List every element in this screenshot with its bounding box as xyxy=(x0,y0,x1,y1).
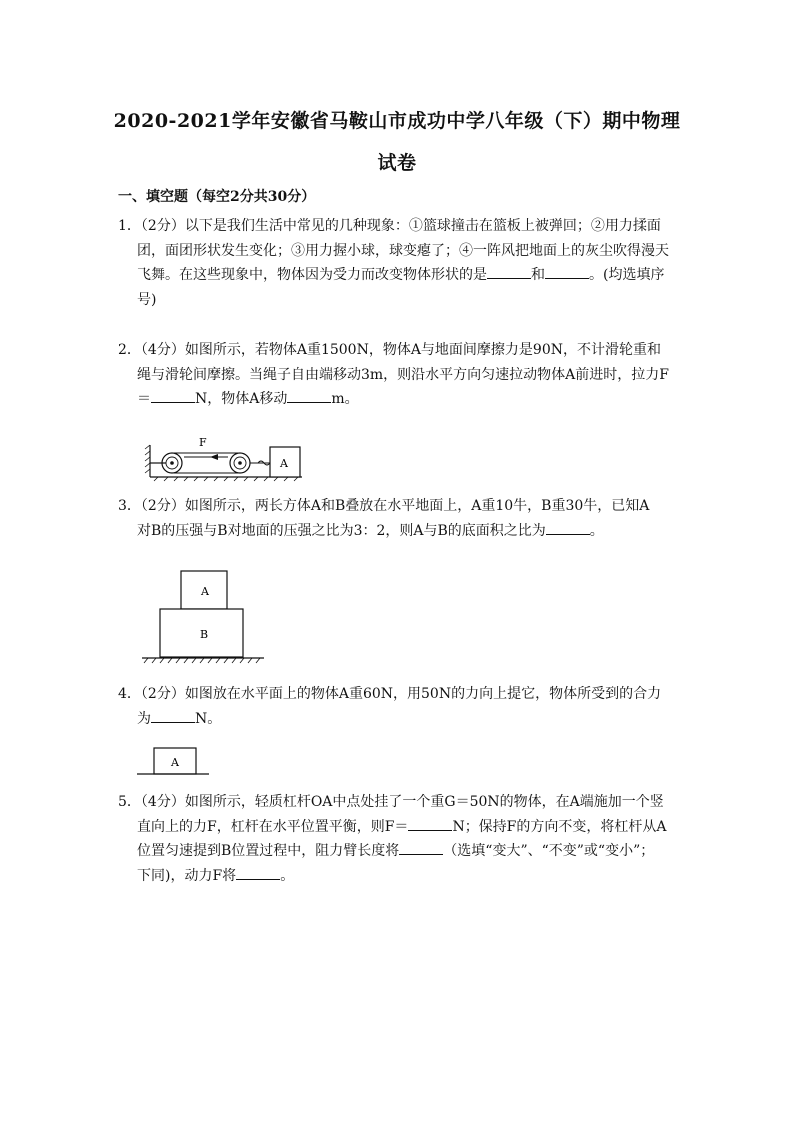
question-text: 下同)，动力F将 xyxy=(137,867,237,884)
question-text: N，物体A移动 xyxy=(195,391,288,407)
answer-blank[interactable] xyxy=(287,390,331,403)
answer-blank[interactable] xyxy=(399,842,443,855)
question-1 xyxy=(118,214,678,312)
page-title-continued: 试卷 xyxy=(377,152,417,174)
question-number: 5． xyxy=(118,794,141,810)
answer-blank[interactable] xyxy=(546,522,590,535)
question-number: 1． xyxy=(118,218,141,234)
page-title: 2020-2021学年安徽省马鞍山市成功中学八年级（下）期中物理 xyxy=(113,110,681,132)
block-label: A xyxy=(280,457,288,470)
question-text: 号) xyxy=(137,291,157,308)
question-text: 为 xyxy=(137,710,151,727)
answer-blank[interactable] xyxy=(151,710,195,723)
question-text: （2分）如图所示，两长方体A和B叠放在水平地面上，A重10牛，B重30牛，已知A xyxy=(140,498,650,514)
question-text: m。 xyxy=(331,391,359,407)
question-text: （2分）以下是我们生活中常见的几种现象：①篮球撞击在篮板上被弹回；②用力揉面 xyxy=(140,218,661,234)
pulley-diagram xyxy=(144,433,304,483)
block-a-label: A xyxy=(201,585,209,598)
question-number: 3． xyxy=(118,498,141,514)
question-4 xyxy=(118,682,678,731)
answer-blank[interactable] xyxy=(236,867,280,880)
question-text: 。 xyxy=(280,867,295,884)
question-text: （选填“变大”、“不变”或“变小”； xyxy=(443,843,655,859)
block-b-label: B xyxy=(200,628,209,641)
question-number: 4． xyxy=(118,686,141,702)
block-label: A xyxy=(171,756,179,769)
question-text: 绳与滑轮间摩擦。当绳子自由端移动3m，则沿水平方向匀速拉动物体A前进时，拉力F xyxy=(137,366,670,383)
answer-blank[interactable] xyxy=(151,390,195,403)
question-2 xyxy=(118,338,678,412)
answer-blank[interactable] xyxy=(545,266,589,279)
question-text: 团，面团形状发生变化；③用力握小球，球变瘪了；④一阵风把地面上的灰尘吹得漫天 xyxy=(137,242,669,259)
question-text: 。(均选填序 xyxy=(589,267,665,283)
question-text: 。 xyxy=(589,522,604,539)
question-text: N；保持F的方向不变，将杠杆从A xyxy=(452,818,667,835)
question-text: （2分）如图放在水平面上的物体A重60N，用50N的力向上提它，物体所受到的合力 xyxy=(140,686,662,702)
question-text: 位置匀速提到B位置过程中，阻力臂长度将 xyxy=(137,843,400,859)
question-text: ＝ xyxy=(137,391,151,407)
question-text: 直向上的力F，杠杆在水平位置平衡，则F＝ xyxy=(137,818,409,835)
block-on-surface-diagram xyxy=(137,746,211,778)
stacked-blocks-diagram xyxy=(142,570,266,666)
answer-blank[interactable] xyxy=(487,266,531,279)
question-3 xyxy=(118,494,678,543)
question-text: （4分）如图所示，轻质杠杆OA中点处挂了一个重G＝50N的物体，在A端施加一个竖 xyxy=(140,794,664,810)
force-label: F xyxy=(199,436,207,449)
section-heading: 一、填空题（每空2分共30分） xyxy=(118,189,316,205)
answer-blank[interactable] xyxy=(408,818,452,831)
question-text: N。 xyxy=(195,710,222,727)
question-text: 对B的压强与B对地面的压强之比为3：2，则A与B的底面积之比为 xyxy=(137,522,546,539)
question-5 xyxy=(118,790,678,888)
question-text: 和 xyxy=(531,267,545,283)
question-text: 飞舞。在这些现象中，物体因为受力而改变物体形状的是 xyxy=(137,267,487,283)
question-number: 2． xyxy=(118,342,141,358)
question-text: （4分）如图所示，若物体A重1500N，物体A与地面间摩擦力是90N，不计滑轮重和 xyxy=(140,342,661,358)
